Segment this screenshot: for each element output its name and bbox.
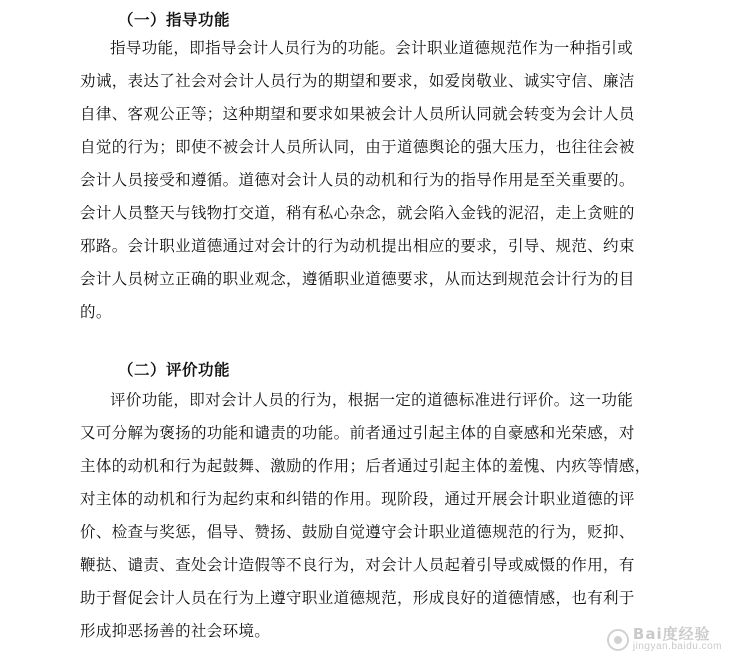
watermark-title: Bai度经验 (632, 625, 711, 643)
paragraph-line: 评价功能，即对会计人员的行为，根据一定的道德标准进行评价。这一功能 (110, 391, 634, 409)
paragraph-line: 价、检查与奖惩，倡导、赞扬、鼓励自觉遵守会计职业道德规范的行为，贬抑、 (80, 523, 635, 541)
paragraph-line: 对主体的动机和行为起约束和纠错的作用。现阶段，通过开展会计职业道德的评 (80, 490, 635, 508)
section-heading-guidance: （一）指导功能 (118, 11, 231, 29)
paragraph-line: 劝诫，表达了社会对会计人员行为的期望和要求，如爱岗敬业、诚实守信、廉洁 (80, 72, 635, 90)
paragraph-line: 主体的动机和行为起鼓舞、激励的作用；后者通过引起主体的羞愧、内疚等情感， (80, 457, 651, 475)
paragraph-line: 又可分解为褒扬的功能和谴责的功能。前者通过引起主体的自豪感和光荣感，对 (80, 424, 635, 442)
watermark-url: jingyan.baidu.com (632, 641, 722, 652)
paragraph-line: 助于督促会计人员在行为上遵守职业道德规范，形成良好的道德情感，也有利于 (80, 589, 635, 607)
paragraph-line: 鞭挞、谴责、查处会计造假等不良行为，对会计人员起着引导或威慑的作用，有 (80, 556, 635, 574)
paw-logo-icon (607, 629, 629, 651)
paragraph-line: 自觉的行为；即使不被会计人员所认同，由于道德舆论的强大压力，也往往会被 (80, 138, 635, 156)
paragraph-line: 形成抑恶扬善的社会环境。 (80, 622, 271, 640)
paragraph-line: 会计人员树立正确的职业观念，遵循职业道德要求，从而达到规范会计行为的目 (80, 270, 635, 288)
baidu-jingyan-watermark (607, 627, 722, 652)
paragraph-line: 邪路。会计职业道德通过对会计的行为动机提出相应的要求，引导、规范、约束 (80, 237, 635, 255)
section-heading-evaluation: （二）评价功能 (118, 361, 231, 379)
paragraph-line: 的。 (80, 303, 112, 321)
paragraph-line: 会计人员接受和遵循。道德对会计人员的动机和行为的指导作用是至关重要的。 (80, 171, 635, 189)
paragraph-line: 自律、客观公正等；这种期望和要求如果被会计人员所认同就会转变为会计人员 (80, 105, 635, 123)
paragraph-line: 会计人员整天与钱物打交道，稍有私心杂念，就会陷入金钱的泥沼，走上贪赃的 (80, 204, 635, 222)
paragraph-line: 指导功能，即指导会计人员行为的功能。会计职业道德规范作为一种指引或 (110, 39, 634, 57)
